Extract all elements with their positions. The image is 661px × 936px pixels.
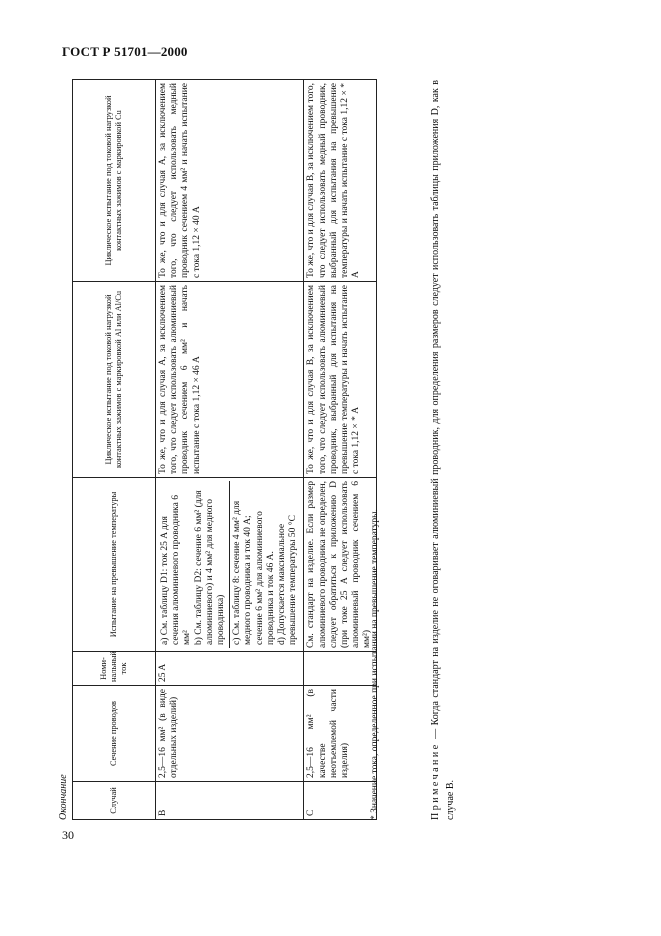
continuation-label: Окончание — [58, 774, 69, 820]
cell-section: 2,5—16 мм² (в виде отдельных изделий) — [156, 686, 304, 782]
cell-cyclic-al: То же, что и для случая A, за исключением того, что следует использовать алюминиевый проводник сечением 6 мм² и начать испытание с тока 1,12 × 46 A — [156, 282, 304, 478]
col-header-case: Случай — [73, 782, 156, 820]
temperature-item-a: a) См. таблицу D1: ток 25 A для сечения алюминиевого проводника 6 мм² — [160, 495, 193, 645]
cell-cyclic-cu: То же, что и для случая A, за исключением того, что следует использовать медный проводник сечением 4 мм² и начать испытание с тока 1,12 × 40 A — [156, 80, 304, 282]
cell-temperature — [156, 478, 304, 652]
temperature-part-ab — [158, 481, 229, 648]
cell-case: B — [156, 782, 304, 820]
cell-cyclic-al: То же, что и для случая B, за исключением того, что следует использовать алюминиевый проводник, выбранный для испытания на превышение температуры и начать испытание с тока 1,12 × * A — [304, 282, 376, 478]
temperature-item-b: b) См. таблицу D2: сечение 6 мм² (для алюминиевого) и 4 мм² для медного проводника) — [193, 490, 227, 645]
temperature-item-d: d) Допускается максимальное превышение температуры 50 °C — [277, 515, 299, 645]
temperature-item-c: c) См. таблицу 8: сечение 4 мм² для медного проводника и ток 40 A; сечение 6 мм² для алюминиевого проводника и ток 46 A. — [232, 500, 276, 645]
cell-temperature: См. стандарт на изделие. Если размер алюминиевого проводника не определен, следует обратиться к приложению D (при токе 25 A следует использовать алюминиевый проводник сечением 6 мм²) — [304, 478, 376, 652]
cell-section: 2,5—16 мм² (в качестве неотъемлемой части изделия) — [304, 686, 376, 782]
note-label: Примечание — [430, 742, 441, 820]
col-header-section: Сечение проводов — [73, 686, 156, 782]
table-row — [156, 80, 304, 820]
page-number: 30 — [62, 828, 74, 842]
table-footnote: * Значение тока, определенное при испытании на превышение температуры. — [370, 509, 380, 820]
table-note — [428, 80, 458, 820]
cell-case: C — [304, 782, 376, 820]
col-header-cyclic-cu: Циклическое испытание под токовой нагрузкой контактных зажимов с маркировкой Cu — [73, 80, 156, 282]
test-conditions-table — [72, 79, 377, 820]
table-row — [304, 80, 376, 820]
note-text: — Когда стандарт на изделие не оговаривает алюминиевый проводник, для определения размеров следует использовать таблицы приложения D, как в случае B. — [430, 80, 456, 820]
col-header-temperature: Испытание на превышение температуры — [73, 478, 156, 652]
cell-current: 25 A — [156, 652, 304, 686]
col-header-current: Номи-нальный ток — [73, 652, 156, 686]
standard-header: ГОСТ Р 51701—2000 — [62, 44, 188, 59]
cell-current — [304, 652, 376, 686]
cell-cyclic-cu: То же, что и для случая B, за исключением того, что следует использовать медный проводник, выбранный для испытания на превышение температуры и начать испытание с тока 1,12 × * A — [304, 80, 376, 282]
table-header-row — [73, 80, 156, 820]
col-header-cyclic-al: Циклическое испытание под токовой нагрузкой контактных зажимов с маркировкой Al или Al/Cu — [73, 282, 156, 478]
temperature-part-cd — [229, 481, 301, 648]
rotated-table-block — [58, 60, 498, 820]
